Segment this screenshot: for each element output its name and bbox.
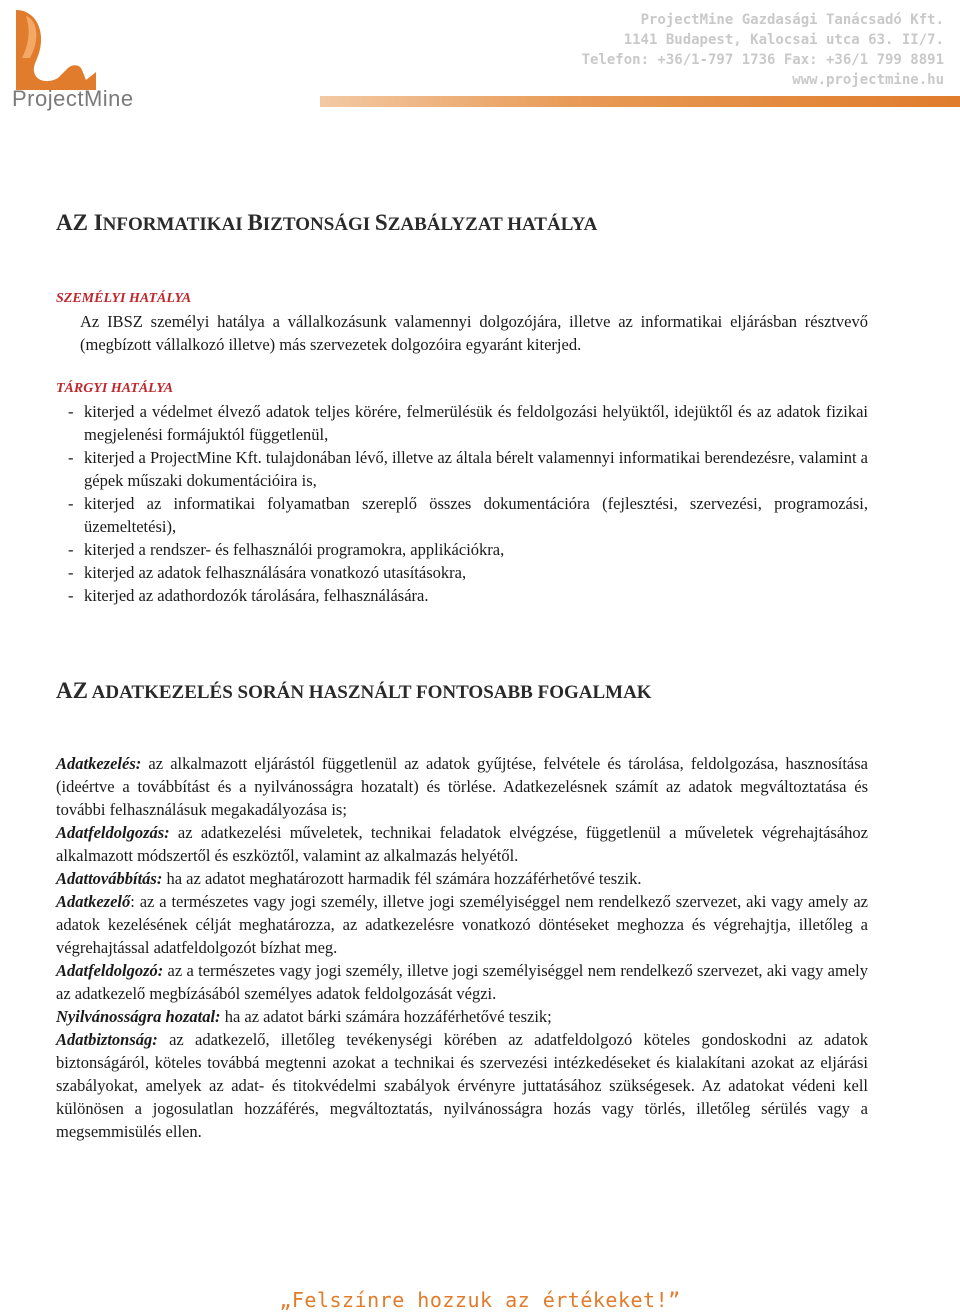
definition-item — [56, 1028, 868, 1143]
section2-title: AZ ADATKEZELÉS SORÁN HASZNÁLT FONTOSABB FOGALMAK — [56, 678, 652, 703]
list-item: - kiterjed az adathordozók tárolására, felhasználására. — [68, 584, 868, 607]
definitions — [56, 752, 868, 1143]
company-phone: Telefon: +36/1-797 1736 Fax: +36/1 799 8891 — [581, 52, 944, 68]
definition-term: Adattovábbítás: — [56, 869, 163, 888]
section1-title: AZ INFORMATIKAI BIZTONSÁGI SZABÁLYZAT HATÁLYA — [56, 210, 598, 235]
definition-text: ha az adatot bárki számára hozzáférhetővé teszik; — [220, 1007, 552, 1026]
definition-text: az adatkezelő, illetőleg tevékenységi körében az adatfeldolgozó köteles gondoskodni az adatok biztonságáról, köteles továbbá megtenni azokat a technikai és szervezési intézkedéseket és kialakítani azokat az eljárási szabályokat, amelyek az adat- és titokvédelmi szabályok érvényre juttatásához szükségesek. Az adatokat védeni kell különösen a jogosulatlan hozzáférés, megváltoztatás, nyilvánosságra hozás vagy törlés, illetőleg sérülés vagy a megsemmisülés ellen. — [56, 1030, 868, 1141]
definition-text: az alkalmazott eljárástól függetlenül az adatok gyűjtése, felvétele és tárolása, feldolgozása, hasznosítása (ideértve a továbbítást és a nyilvánosságra hozatalt) és törlése. Adatkezelésnek számít az adatok megváltoztatása és további felhasználásuk megakadályozása is; — [56, 754, 868, 819]
list-item: - kiterjed az informatikai folyamatban szereplő összes dokumentációra (fejlesztési, szervezési, programozási, üzemeltetési), — [68, 492, 868, 538]
logo-text: ProjectMine — [12, 86, 134, 111]
definition-term: Adatkezelő — [56, 892, 131, 911]
list-item: - kiterjed a védelmet élvező adatok teljes körére, felmerülésük és feldolgozási helyüktől, idejüktől és az adatok fizikai megjelenési formájuktól függetlenül, — [68, 400, 868, 446]
company-website[interactable]: www.projectmine.hu — [792, 72, 944, 88]
definition-term: Adatkezelés: — [56, 754, 142, 773]
definition-text: az a természetes vagy jogi személy, illetve jogi személyiséggel nem rendelkező szervezet, aki vagy amely az adatkezelő megbízásából személyes adatok feldolgozását végzi. — [56, 961, 868, 1003]
company-info — [582, 10, 944, 90]
definition-item — [56, 1005, 868, 1028]
personal-scope-text: Az IBSZ személyi hatálya a vállalkozásunk valamennyi dolgozójára, illetve az informatikai eljárásban résztvevő (megbízott vállalkozó illetve) más szervezetek dolgozóira egyaránt kiterjed. — [80, 312, 868, 354]
definition-item — [56, 821, 868, 867]
definition-text: ha az adatot meghatározott harmadik fél számára hozzáférhetővé teszik. — [162, 869, 642, 888]
header-rule — [320, 96, 960, 107]
company-address: 1141 Budapest, Kalocsai utca 63. II/7. — [623, 32, 944, 48]
list-item: - kiterjed a rendszer- és felhasználói programokra, applikációkra, — [68, 538, 868, 561]
definition-text: : az a természetes vagy jogi személy, illetve jogi személyiséggel nem rendelkező szervezet, aki vagy amely az adatok kezelésének célját meghatározza, az adatkezelésre vonatkozó döntéseket meghozza és végrehajtja, illetőleg a végrehajtással adatfeldolgozót bízhat meg. — [56, 892, 868, 957]
company-name: ProjectMine Gazdasági Tanácsadó Kft. — [640, 12, 944, 28]
subheading-material-scope: TÁRGYI HATÁLYA — [56, 381, 174, 396]
definition-text: az adatkezelési műveletek, technikai feladatok elvégzése, függetlenül a műveletek végrehajtásához alkalmazott módszertől és eszköztől, valamint az alkalmazás helyétől. — [56, 823, 868, 865]
definition-item — [56, 890, 868, 959]
definition-term: Adatfeldolgozás: — [56, 823, 170, 842]
list-item: - kiterjed a ProjectMine Kft. tulajdonában lévő, illetve az általa bérelt valamennyi informatikai berendezésre, valamint a gépek műszaki dokumentációira is, — [68, 446, 868, 492]
definition-item — [56, 959, 868, 1005]
definition-item — [56, 867, 868, 890]
material-scope-list — [68, 400, 868, 607]
definition-term: Adatbiztonság: — [56, 1030, 158, 1049]
definition-term: Nyilvánosságra hozatal: — [56, 1007, 221, 1026]
definition-term: Adatfeldolgozó: — [56, 961, 164, 980]
footer-slogan: „Felszínre hozzuk az értékeket!” — [279, 1288, 681, 1312]
definition-item — [56, 752, 868, 821]
list-item: - kiterjed az adatok felhasználására vonatkozó utasításokra, — [68, 561, 868, 584]
subheading-personal-scope: SZEMÉLYI HATÁLYA — [56, 291, 192, 306]
